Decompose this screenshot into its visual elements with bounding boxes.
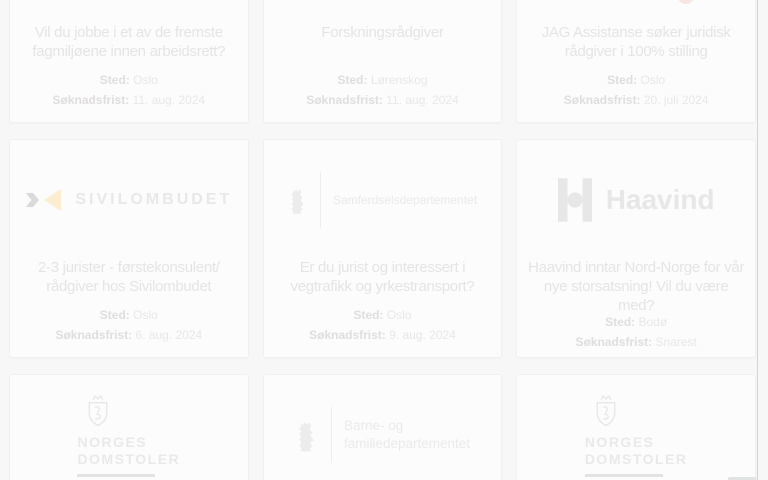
logo-divider xyxy=(320,172,321,228)
logo-area xyxy=(20,387,238,480)
logo-area xyxy=(274,387,492,480)
job-card-samferdselsdepartementet[interactable] xyxy=(263,139,503,358)
job-card-jag-assistanse[interactable] xyxy=(516,0,756,123)
frist-value: 11. aug. 2024 xyxy=(132,93,206,107)
job-title: Forskningsrådgiver xyxy=(321,24,444,41)
job-location-row xyxy=(55,308,202,323)
job-location-row xyxy=(564,73,709,88)
job-title: JAG Assistanse søker juridisk rådgiver i 100% stilling xyxy=(541,24,731,60)
frist-label: Søknadsfrist: xyxy=(575,335,653,349)
domstoler-line2: DOMSTOLER xyxy=(584,450,688,467)
ministry-name xyxy=(344,417,470,453)
job-meta xyxy=(55,308,202,343)
frist-value: 11. aug. 2024 xyxy=(386,93,459,107)
sted-label: Sted: xyxy=(337,73,368,87)
job-location-row xyxy=(575,315,696,330)
frist-label: Søknadsfrist: xyxy=(563,93,641,107)
job-deadline-row xyxy=(53,93,206,108)
job-card-barne-og-familiedepartementet[interactable] xyxy=(263,374,503,480)
job-card-haavind[interactable] xyxy=(516,139,756,358)
haavind-logo xyxy=(558,178,715,222)
logo-area xyxy=(20,152,238,248)
job-meta xyxy=(53,73,206,108)
job-location-row xyxy=(309,308,456,323)
sivilombudet-logo-text: SIVILOMBUDET xyxy=(75,191,233,208)
job-title: Er du jurist og interessert i vegtrafikk og yrkestransport? xyxy=(290,259,475,295)
sted-value: Oslo xyxy=(133,73,158,87)
norges-domstoler-logo xyxy=(585,394,688,477)
job-deadline-row xyxy=(309,328,456,343)
job-deadline-row xyxy=(575,335,696,350)
ministry-name: Samferdselsdepartementet xyxy=(332,193,478,207)
job-location-row xyxy=(306,73,459,88)
frist-value: Snarest xyxy=(655,335,697,349)
frist-label: Søknadsfrist: xyxy=(306,93,383,107)
job-title: Haavind inntar Nord-Norge for vår nye storsatsning! Vil du være med? xyxy=(528,259,745,314)
ministry-name-line1: Barne- og xyxy=(343,418,404,433)
job-deadline-row xyxy=(564,93,709,108)
domstoler-logo-bar xyxy=(585,474,663,477)
norges-domstoler-logo xyxy=(77,394,180,477)
norwegian-lion-icon xyxy=(288,186,308,214)
domstoler-line2: DOMSTOLER xyxy=(77,450,181,467)
job-card-norges-domstoler-2[interactable] xyxy=(516,374,756,480)
sted-label: Sted: xyxy=(605,315,636,329)
logo-area xyxy=(20,0,238,13)
sted-label: Sted: xyxy=(607,73,638,87)
frist-label: Søknadsfrist: xyxy=(309,328,386,342)
job-meta xyxy=(564,73,709,108)
barne-og-familiedepartementet-logo xyxy=(295,407,470,463)
job-card-norges-domstoler-1[interactable] xyxy=(9,374,249,480)
logo-divider xyxy=(331,407,332,463)
domstoler-shield-icon xyxy=(85,394,111,427)
frist-label: Søknadsfrist: xyxy=(55,328,133,342)
job-card-forskningsradgiver[interactable] xyxy=(263,0,503,123)
frist-value: 6. aug. 2024 xyxy=(135,328,203,342)
job-deadline-row xyxy=(306,93,459,108)
frist-value: 20. juli 2024 xyxy=(643,93,709,107)
sted-value: Oslo xyxy=(386,308,412,322)
samferdselsdepartementet-logo xyxy=(288,172,477,228)
job-meta xyxy=(309,308,456,343)
frist-label: Søknadsfrist: xyxy=(52,93,130,107)
domstoler-logo-text xyxy=(77,434,180,468)
domstoler-shield-icon xyxy=(593,394,619,427)
job-card-sivilombudet[interactable] xyxy=(9,139,249,358)
sted-value: Oslo xyxy=(133,308,158,322)
job-deadline-row xyxy=(55,328,202,343)
ministry-name-line2: familiedepartementet xyxy=(343,436,471,451)
job-card-arbeidsrett[interactable] xyxy=(9,0,249,123)
sted-value: Lørenskog xyxy=(370,73,428,87)
logo-area xyxy=(274,0,492,13)
sted-label: Sted: xyxy=(99,73,130,87)
job-cards-grid xyxy=(9,0,756,480)
logo-area xyxy=(527,387,745,480)
logo-area xyxy=(274,152,492,248)
norwegian-lion-icon xyxy=(295,418,319,452)
frist-value: 9. aug. 2024 xyxy=(389,328,456,342)
haavind-logo-text: Haavind xyxy=(605,184,715,215)
sted-label: Sted: xyxy=(99,308,130,322)
domstoler-line1: NORGES xyxy=(77,433,148,450)
job-meta xyxy=(306,73,459,108)
viewport-edge-line xyxy=(757,0,758,480)
sted-label: Sted: xyxy=(353,308,384,322)
job-meta xyxy=(575,315,696,350)
logo-area xyxy=(527,0,745,13)
sted-value: Bodø xyxy=(638,315,668,329)
job-title: 2-3 jurister - førstekonsulent/ rådgiver hos Sivilombudet xyxy=(38,259,220,295)
logo-area xyxy=(527,152,745,248)
sivilombudet-logo xyxy=(25,188,232,212)
job-location-row xyxy=(53,73,206,88)
sted-value: Oslo xyxy=(640,73,666,87)
sivilombudet-arrows-icon xyxy=(25,188,63,212)
domstoler-logo-text xyxy=(585,434,688,468)
domstoler-line1: NORGES xyxy=(584,433,655,450)
job-title: Vil du jobbe i et av de fremste fagmiljøene innen arbeidsrett? xyxy=(32,24,226,60)
haavind-mark-icon xyxy=(558,178,592,222)
domstoler-logo-bar xyxy=(77,474,155,477)
